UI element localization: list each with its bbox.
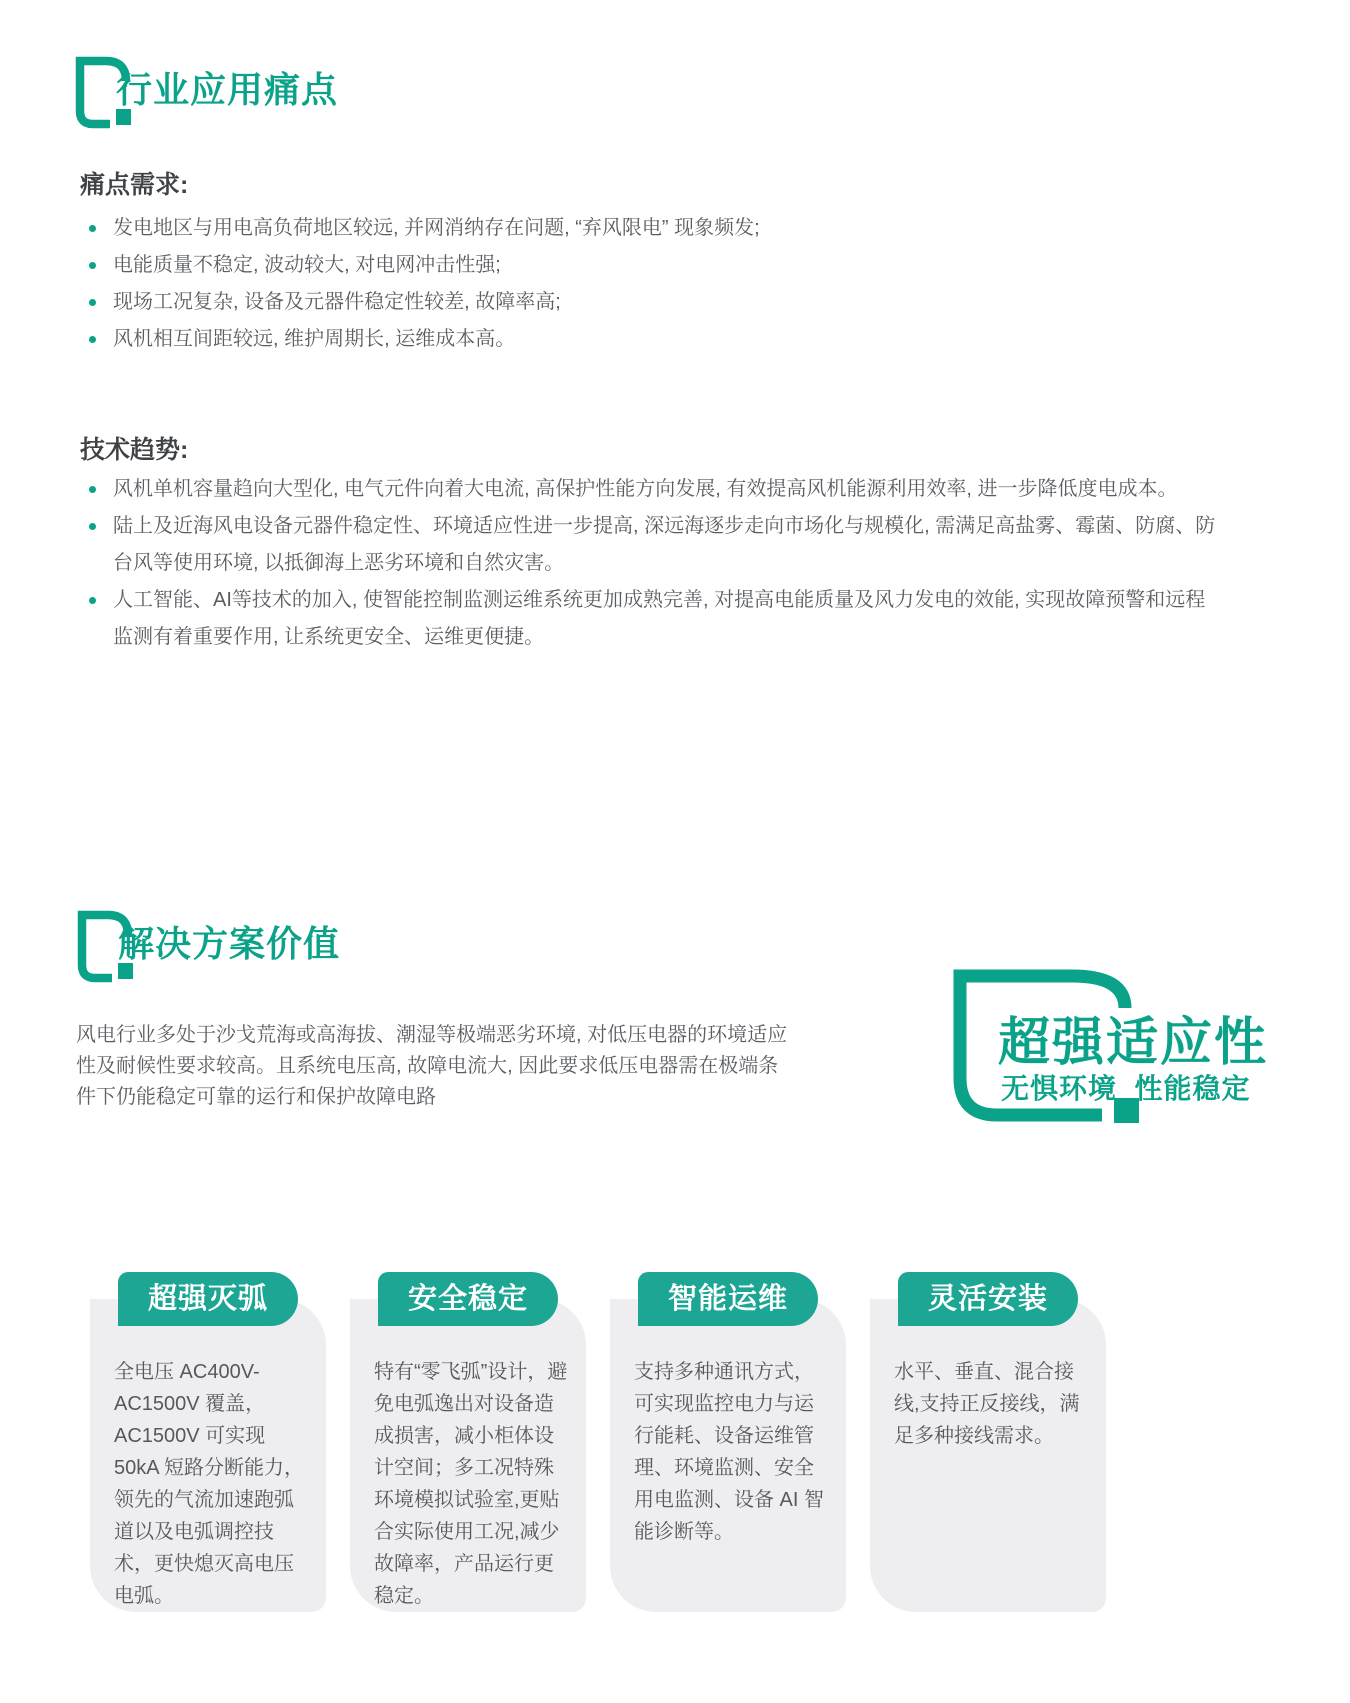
list-item bbox=[80, 210, 1220, 247]
pain-needs-list bbox=[80, 210, 1220, 358]
feature-card-body: 支持多种通讯方式，可实现监控电力与运行能耗、设备运维管理、环境监测、安全用电监测、设备 AI 智能诊断等。 bbox=[634, 1361, 825, 1543]
list-item-text: 人工智能、AI等技术的加入, 使智能控制监测运维系统更加成熟完善, 对提高电能质量及风力发电的效能, 实现故障预警和远程监测有着重要作用, 让系统更安全、运维更便捷。 bbox=[113, 589, 1206, 648]
list-item-text: 风机相互间距较远, 维护周期长, 运维成本高。 bbox=[113, 328, 516, 350]
section-title-pain: 行业应用痛点 bbox=[116, 69, 339, 110]
feature-card-badge: 灵活安装 bbox=[898, 1272, 1078, 1326]
feature-card bbox=[90, 1283, 326, 1612]
list-item bbox=[80, 471, 1218, 508]
list-item bbox=[80, 321, 1220, 358]
section-title-value: 解决方案价值 bbox=[118, 923, 341, 964]
list-item-text: 风机单机容量趋向大型化, 电气元件向着大电流, 高保护性能方向发展, 有效提高风机能源利用效率, 进一步降低度电成本。 bbox=[113, 478, 1178, 500]
feature-card bbox=[870, 1283, 1106, 1612]
list-item-text: 电能质量不稳定, 波动较大, 对电网冲击性强; bbox=[113, 254, 501, 276]
list-item-text: 现场工况复杂, 设备及元器件稳定性较差, 故障率高; bbox=[113, 291, 561, 313]
feature-card-body: 全电压 AC400V-AC1500V 覆盖，AC1500V 可实现 50kA 短路分断能力，领先的气流加速跑弧道以及电弧调控技术，更快熄灭高电压电弧。 bbox=[114, 1361, 305, 1607]
list-item bbox=[80, 247, 1220, 284]
list-item-text: 陆上及近海风电设备元器件稳定性、环境适应性进一步提高, 深远海逐步走向市场化与规模化, 需满足高盐雾、霉菌、防腐、防台风等使用环境, 以抵御海上恶劣环境和自然灾害。 bbox=[113, 515, 1216, 574]
feature-card bbox=[350, 1283, 586, 1612]
feature-card-body: 水平、垂直、混合接线,支持正反接线，满足多种接线需求。 bbox=[894, 1361, 1080, 1447]
pain-trends-heading: 技术趋势: bbox=[80, 436, 189, 464]
bullet-dot-icon bbox=[89, 523, 96, 530]
list-item bbox=[80, 508, 1218, 582]
highlight-subtitle: 无惧环境 性能稳定 bbox=[1001, 1073, 1251, 1104]
bullet-dot-icon bbox=[89, 597, 96, 604]
feature-card-badge: 超强灭弧 bbox=[118, 1272, 298, 1326]
bullet-dot-icon bbox=[89, 262, 96, 269]
bullet-dot-icon bbox=[89, 336, 96, 343]
list-item bbox=[80, 284, 1220, 321]
value-paragraph: 风电行业多处于沙戈荒海或高海拔、潮湿等极端恶劣环境, 对低压电器的环境适应性及耐候性要求较高。且系统电压高, 故障电流大, 因此要求低压电器需在极端条件下仍能稳定可靠的运行和保护故障电路 bbox=[76, 1024, 788, 1108]
feature-cards bbox=[90, 1273, 1106, 1612]
bullet-dot-icon bbox=[89, 225, 96, 232]
bullet-dot-icon bbox=[89, 299, 96, 306]
pain-needs-heading: 痛点需求: bbox=[80, 171, 189, 199]
feature-card-body: 特有“零飞弧”设计，避免电弧逸出对设备造成损害，减小柜体设计空间；多工况特殊环境模拟试验室,更贴合实际使用工况,减少故障率，产品运行更稳定。 bbox=[374, 1361, 568, 1607]
list-item bbox=[80, 582, 1218, 656]
list-item-text: 发电地区与用电高负荷地区较远, 并网消纳存在问题, “弃风限电” 现象频发; bbox=[113, 217, 760, 239]
pain-trends-list bbox=[80, 471, 1218, 656]
feature-card-badge: 智能运维 bbox=[638, 1272, 818, 1326]
feature-card-badge: 安全稳定 bbox=[378, 1272, 558, 1326]
feature-card bbox=[610, 1283, 846, 1612]
highlight-title: 超强适应性 bbox=[998, 1014, 1269, 1072]
bullet-dot-icon bbox=[89, 486, 96, 493]
